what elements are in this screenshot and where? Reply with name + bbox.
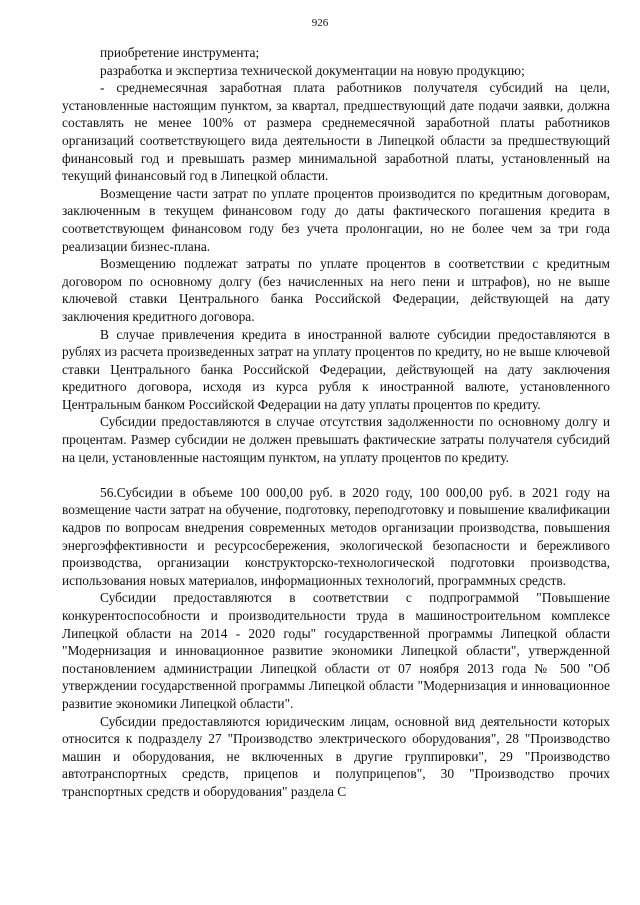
document-body <box>62 44 610 801</box>
paragraph-interest-compensation: Возмещение части затрат по уплате процентов производится по кредитным договорам, заключенным в текущем финансовом году до даты фактического погашения кредита в соответствующем финансовом году без учета пролонгации, но не более чем за три года реализации бизнес-плана. <box>62 185 610 254</box>
paragraph-eligible-costs: Возмещению подлежат затраты по уплате процентов в соответствии с кредитным договором по основному долгу (без начисленных на него пени и штрафов), но не выше ключевой ставки Центрального банка Российской Федерации, действующей на дату заключения кредитного договора. <box>62 256 610 324</box>
paragraph-eligible-entities: Субсидии предоставляются юридическим лицам, основной вид деятельности которых относится к подразделу 27 "Производство электрического оборудования", 28 "Производство машин и оборудования, не включенных в другие группировки", 29 "Производство автотранспортных средств, прицепов и полуприцепов", 30 "Производство прочих транспортных средств и оборудования" раздела С <box>62 713 610 799</box>
paragraph-no-debt-condition: Субсидии предоставляются в случае отсутствия задолженности по основному долгу и процентам. Размер субсидии не должен превышать фактические затраты получателя субсидий на цели, установленные настоящим пунктом, на уплату процентов по кредиту. <box>62 414 610 465</box>
paragraph-subprogram: Субсидии предоставляются в соответствии с подпрограммой "Повышение конкурентоспособности и производительности труда в машиностроительном комплексе Липецкой области на 2014 - 2020 годы" государственной программы Липецкой области "Модернизация и инновационное развитие экономики Липецкой области", утвержденной постановлением администрации Липецкой области от 07 ноября 2013 года № 500 "Об утверждении государственной программы Липецкой области "Модернизация и инновационное развитие экономики Липецкой области". <box>62 590 610 711</box>
page-number: 926 <box>311 17 329 29</box>
paragraph-foreign-currency: В случае привлечения кредита в иностранной валюте субсидии предоставляются в рублях из расчета произведенных затрат на уплату процентов по кредиту, но не выше ключевой ставки Центрального банка Российской Федерации, действующей на дату заключения кредитного договора, исходя из курса рубля к иностранной валюте, установленного Центральным банком Российской Федерации на дату уплаты процентов по кредиту. <box>62 326 610 412</box>
paragraph-salary-condition: - среднемесячная заработная плата работников получателя субсидий на цели, установленные настоящим пунктом, за квартал, предшествующий дате подачи заявки, должна составлять не менее 100% от размера среднемесячной заработной платы работников организаций соответствующего вида деятельности в Липецкой области за предшествующий финансовый год и превышать размер минимальной заработной платы, установленный на текущий финансовый год в Липецкой области. <box>62 80 610 184</box>
paragraph-item-56: 56.Субсидии в объеме 100 000,00 руб. в 2020 году, 100 000,00 руб. в 2021 году на возмещение части затрат на обучение, подготовку, переподготовку и повышение квалификации кадров по вопросам внедрения современных методов организации производства, повышения энергоэффективности и ресурсосбережения, экологической безопасности и бережливого производства, организации конструкторско-технологической подготовки производства, использования новых материалов, информационных технологий, программных средств. <box>62 484 610 588</box>
paragraph-tools: приобретение инструмента; <box>100 45 260 60</box>
paragraph-tech-docs: разработка и экспертиза технической документации на новую продукцию; <box>100 62 525 78</box>
